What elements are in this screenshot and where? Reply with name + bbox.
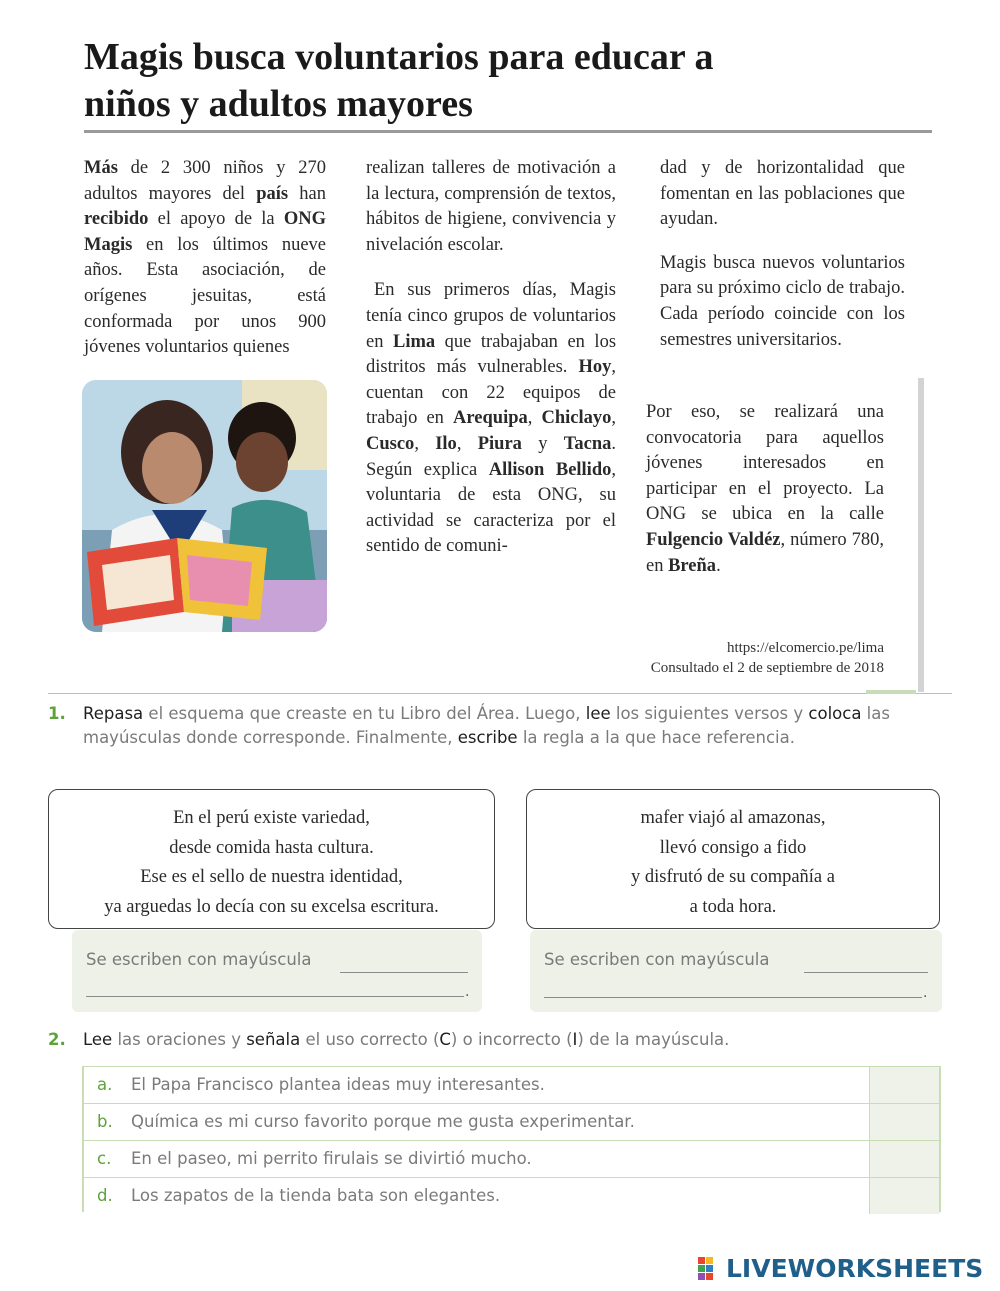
- article-column-2: [366, 156, 616, 560]
- exercise-1-text: Repasa el esquema que creaste en tu Libro del Área. Luego, lee los siguientes versos y coloca las mayúsculas donde corresponde. Finalmente, escribe la regla a la que hace referencia.: [83, 704, 890, 747]
- title-line-2: niños y adultos mayores: [84, 83, 473, 125]
- table-row: [82, 1066, 940, 1103]
- poem-box-2: [526, 789, 940, 929]
- article-paragraph-3: [366, 278, 616, 560]
- poem-1-line: ya arguedas lo decía con su excelsa escritura.: [104, 896, 439, 917]
- paragraph-3-start: En sus primeros días, Magis tenía cinco grupos de voluntarios en: [366, 280, 616, 352]
- article-paragraph-4: dad y de horizontalidad que fomentan en las poblaciones que ayudan.: [660, 158, 905, 230]
- row-letter: b.: [97, 1112, 113, 1131]
- brand-name: LIVEWORKSHEETS: [726, 1254, 984, 1283]
- row-sentence: Los zapatos de la tienda bata son elegantes.: [131, 1186, 501, 1205]
- exercise-1-instruction: [48, 702, 948, 750]
- section-accent: [866, 690, 916, 694]
- answer-cell[interactable]: [869, 1104, 940, 1140]
- poem-2-line: llevó consigo a fido: [659, 837, 807, 858]
- answer-label-1: Se escriben con mayúscula: [86, 950, 312, 969]
- sidebar-divider: [918, 378, 924, 692]
- answer-box-1[interactable]: [72, 930, 482, 1012]
- article-paragraph-5: Magis busca nuevos voluntarios para su próximo ciclo de trabajo. Cada período coincide con los semestres universitarios.: [660, 252, 905, 350]
- logo-icon: [698, 1257, 722, 1281]
- article-title: [84, 34, 944, 128]
- exercise-2-instruction: [48, 1030, 948, 1049]
- poem-2-line: a toda hora.: [689, 896, 777, 917]
- table-border-right: [939, 1066, 941, 1212]
- row-letter: d.: [97, 1186, 113, 1205]
- row-sentence: Química es mi curso favorito porque me gusta experimentar.: [131, 1112, 635, 1131]
- row-sentence: El Papa Francisco plantea ideas muy interesantes.: [131, 1075, 545, 1094]
- exercise-2-number: 2.: [48, 1030, 66, 1049]
- answer-line-2b[interactable]: [544, 997, 922, 998]
- poem-1-line: En el perú existe variedad,: [173, 808, 370, 828]
- row-letter: c.: [97, 1149, 112, 1168]
- table-row: [82, 1177, 940, 1214]
- photo-illustration: [82, 380, 327, 632]
- article-paragraph-1: Más de 2 300 niños y 270 adultos mayores del país han recibido el apoyo de la ONG Magis en los últimos nueve años. Esta asociación, de orígenes jesuitas, está conformada por unos 900 jóvenes voluntarios quienes: [84, 158, 326, 358]
- row-letter: a.: [97, 1075, 113, 1094]
- exercise-2-text: Lee las oraciones y señala el uso correcto (C) o incorrecto (I) de la mayúscula.: [83, 1030, 730, 1049]
- title-divider: [84, 130, 932, 133]
- answer-line-1a[interactable]: [340, 972, 468, 973]
- table-row: [82, 1103, 940, 1140]
- poem-1-line: desde comida hasta cultura.: [169, 837, 374, 858]
- volunteer-reading-photo: [82, 380, 327, 632]
- sentence-table: [82, 1066, 940, 1214]
- article-column-1: [84, 156, 326, 361]
- answer-end-mark-1: .: [465, 984, 470, 1000]
- article-column-3: [660, 156, 905, 353]
- row-sentence: En el paseo, mi perrito firulais se divirtió mucho.: [131, 1149, 532, 1168]
- section-divider: [48, 693, 952, 694]
- answer-end-mark-2: .: [923, 985, 928, 1001]
- exercise-1-number: 1.: [48, 704, 66, 723]
- poem-2-line: y disfrutó de su compañía a: [631, 867, 835, 887]
- answer-line-1b[interactable]: [86, 996, 464, 997]
- paragraph-3-rest: Lima que trabajaban en los distritos más vulnerables. Hoy, cuentan con 22 equipos de trabajo en Arequipa, Chiclayo, Cusco, Ilo, Piura y Tacna. Según explica Allison Bellido, voluntaria de esta ONG, su actividad se caracteriza por el sentido de comuni-: [366, 331, 617, 557]
- answer-cell[interactable]: [869, 1141, 940, 1177]
- table-border-left: [82, 1066, 84, 1212]
- poem-2-line: mafer viajó al amazonas,: [640, 808, 826, 828]
- article-paragraph-2: realizan talleres de motivación a la lectura, comprensión de textos, hábitos de higiene, convivencia y nivelación escolar.: [366, 158, 616, 255]
- poem-1-line: Ese es el sello de nuestra identidad,: [140, 867, 403, 887]
- answer-box-2[interactable]: [530, 930, 942, 1012]
- title-line-1: Magis busca voluntarios para educar a: [84, 36, 714, 78]
- source-date: Consultado el 2 de septiembre de 2018: [650, 660, 884, 676]
- answer-label-2: Se escriben con mayúscula: [544, 950, 770, 969]
- table-row: [82, 1140, 940, 1177]
- poem-box-1: [48, 789, 495, 929]
- answer-cell[interactable]: [869, 1178, 940, 1214]
- article-column-3-lower: [646, 400, 884, 579]
- answer-line-2a[interactable]: [804, 972, 928, 973]
- answer-cell[interactable]: [869, 1067, 940, 1103]
- article-paragraph-6: Por eso, se realizará una convocatoria para aquellos jóvenes interesados en participar en el proyecto. La ONG se ubica en la calle Fulgencio Valdéz, número 780, en Breña.: [646, 402, 884, 576]
- source-url: https://elcomercio.pe/lima: [726, 640, 884, 656]
